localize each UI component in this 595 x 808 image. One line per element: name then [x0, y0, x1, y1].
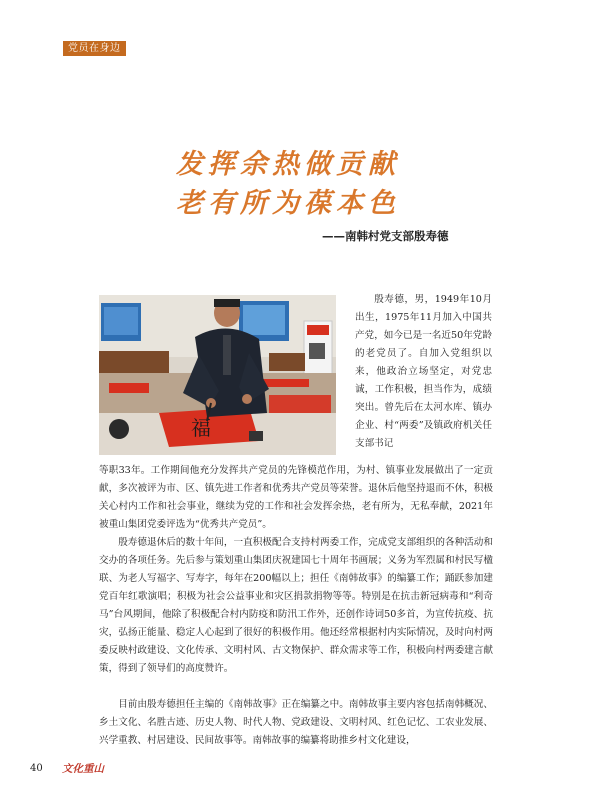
page-number: 40: [30, 763, 43, 774]
paragraph-activities: 殷寿德退休后的数十年间，一直积极配合支持村两委工作，完成党支部组织的各种活动和交办的各项任务。先后参与策划重山集团庆祝建国七十周年书画展；义务为军烈属和村民写楹联、为老人写福字、写寿字，每年在200幅以上；担任《南韩故事》的编纂工作；踊跃参加建党百年红歌演唱；积极为社会公益事业和灾区捐款捐物等等。特别是在抗击新冠病毒和“利奇马”台风期间，他除了积极配合村内防疫和防汛工作外，还创作诗词50多首，为宣传抗疫、抗灾，弘扬正能量、稳定人心起到了很好的积极作用。他还经常根据村内实际情况，及时向村两委反映村政建设、文化传承、文明村风、古文物保护、群众需求等工作，积极向村两委建言献策，得到了领导们的高度赞许。: [99, 537, 493, 674]
calligraphy-photo: [99, 295, 336, 455]
section-tag: 党员在身边: [63, 41, 126, 56]
article-title-line-2: 老有所为葆本色: [176, 188, 400, 219]
article-title-line-1: 发挥余热做贡献: [176, 149, 400, 180]
paragraph-intro-side: 殷寿德，男，1949年10月出生，1975年11月加入中国共产党，如今已是一名近50年党龄的老党员了。自加入党组织以来，他政治立场坚定，对党忠诚，工作积极，担当作为，成绩突出。曾先后在太河水库、镇办企业、村“两委”及镇政府机关任支部书记: [355, 294, 492, 449]
paragraph-nanhan-story: 目前由殷寿德担任主编的《南韩故事》正在编纂之中。南韩故事主要内容包括南韩概况、乡土文化、名胜古迹、历史人物、时代人物、党政建设、文明村风、红色记忆、工农业发展、兴学重教、村居建设、民间故事等。南韩故事的编纂将助推乡村文化建设，: [99, 699, 493, 746]
paragraph-intro-continued: 等职33年。工作期间他充分发挥共产党员的先锋模范作用，为村、镇事业发展做出了一定贡献，多次被评为市、区、镇先进工作者和优秀共产党员等荣誉。退休后他坚持退而不休，积极关心村内工作和社会事业，继续为党的工作和社会发挥余热，老有所为，无私奉献，2021年被重山集团党委评选为“优秀共产党员”。: [99, 465, 493, 530]
svg-text:福: 福: [191, 416, 211, 440]
article-byline: ——南韩村党支部殷寿德: [322, 229, 449, 243]
magazine-name: 文化重山: [62, 763, 104, 775]
